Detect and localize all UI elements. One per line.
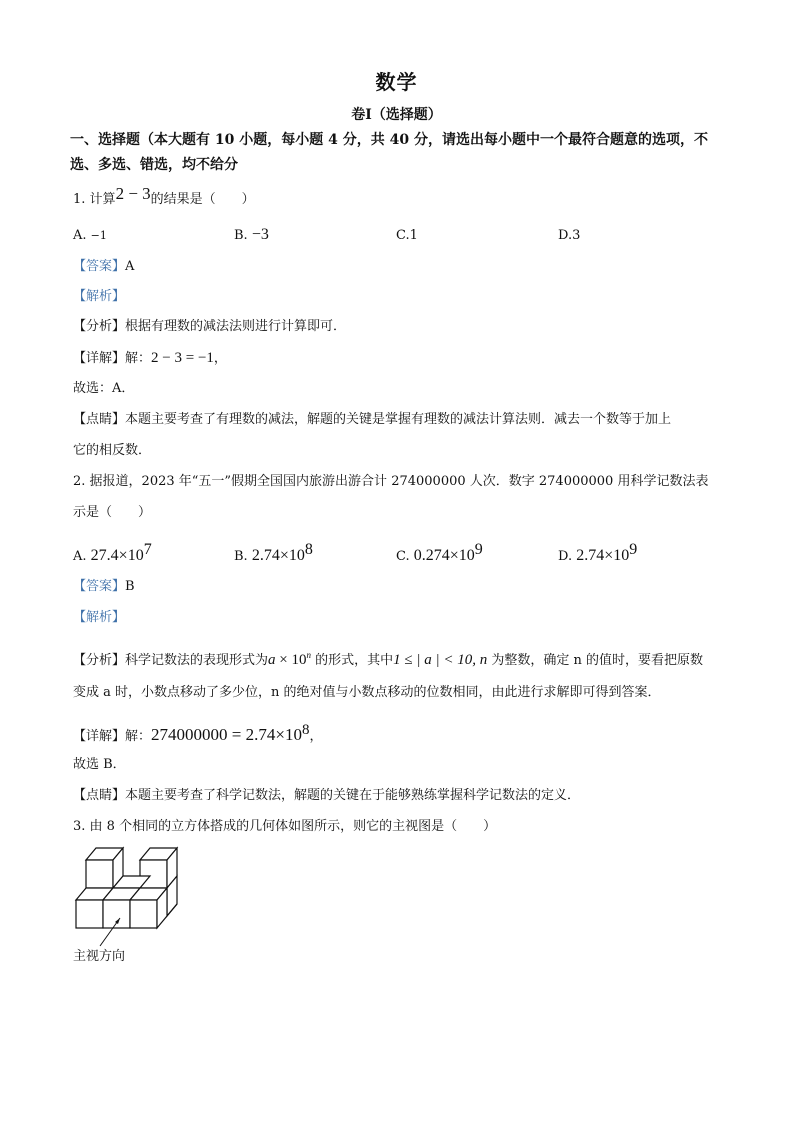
q2-fenxi <box>73 646 733 670</box>
option-value: −3 <box>251 226 269 243</box>
math-a: a <box>268 652 276 668</box>
comment-text: 本题主要考查了有理数的减法，解题的关键是掌握有理数的减法计算法则．减去一个数等于加上 <box>125 412 672 427</box>
question-3-stem <box>73 818 733 836</box>
analysis-label: 【解析】 <box>73 289 126 304</box>
option-value: −1 <box>90 229 107 242</box>
q2-detail <box>73 721 733 746</box>
q1-option-b <box>234 226 269 244</box>
stem-math: 2 − 3 <box>115 184 151 203</box>
fenxi-text-2: 的形式，其中 <box>315 653 394 668</box>
option-letter: B. <box>234 549 248 564</box>
option-exponent: 8 <box>304 541 313 558</box>
question-1-stem <box>73 184 733 209</box>
detail-label: 【详解】 <box>73 729 126 744</box>
q1-analysis-label <box>73 288 733 306</box>
option-base: 0.274×10 <box>413 547 475 564</box>
question-2-stem-line2: 示是（ ） <box>73 505 152 520</box>
option-exponent: 9 <box>474 541 483 558</box>
section-heading: 一、选择题（本大题有 10 小题，每小题 4 分，共 40 分，请选出每小题中一个最符合题意的选项，不选、多选、错选，均不给分 <box>70 132 708 173</box>
option-letter: C. <box>396 228 410 243</box>
q2-analysis-label <box>73 609 733 627</box>
fenxi-label: 【分析】 <box>73 319 126 334</box>
answer-value: B <box>125 579 135 594</box>
comment-label: 【点睛】 <box>73 412 126 427</box>
comment-text: 本题主要考查了科学记数法，解题的关键在于能够熟练掌握科学记数法的定义． <box>125 788 581 803</box>
fenxi-text-3: 为整数，确定 n 的值时，要看把原数 <box>491 653 704 668</box>
q1-comment <box>73 411 733 429</box>
q1-fenxi <box>73 318 733 336</box>
detail-math: 274000000 = 2.74×10 <box>151 725 302 744</box>
q1-comment-cont: 它的相反数． <box>73 443 152 458</box>
comment-label: 【点睛】 <box>73 788 126 803</box>
detail-suffix: ， <box>213 351 227 366</box>
inequality-math: 1 ≤ | a | < 10, n <box>393 652 488 668</box>
option-base: 27.4×10 <box>90 547 144 564</box>
detail-prefix: 解： <box>125 351 152 366</box>
q1-option-a <box>73 228 107 243</box>
question-number: 3. <box>73 819 86 834</box>
question-number: 2. <box>73 474 86 489</box>
analysis-label: 【解析】 <box>73 610 126 625</box>
answer-label: 【答案】 <box>73 579 126 594</box>
question-number: 1. <box>73 192 86 207</box>
detail-suffix: ， <box>309 729 323 744</box>
document-subtitle: 卷Ⅰ（选择题） <box>351 107 442 123</box>
fenxi-text: 根据有理数的减法法则进行计算即可． <box>125 319 347 334</box>
option-letter: C. <box>396 549 410 564</box>
stem-text: 据报道，2023 年“五一”假期全国国内旅游出游合计 274000000 人次．数字 274000000 用科学记数法表 <box>89 474 709 489</box>
option-letter: A. <box>73 228 87 243</box>
q2-answer <box>73 578 733 596</box>
detail-exponent: 8 <box>301 722 310 738</box>
detail-prefix: 解： <box>125 729 152 744</box>
stem-text: 由 8 个相同的立方体搭成的几何体如图所示，则它的主视图是（ ） <box>89 819 497 834</box>
math-times-ten: × 10 <box>275 652 307 668</box>
answer-label: 【答案】 <box>73 259 126 274</box>
option-base: 2.74×10 <box>251 547 305 564</box>
option-value: 1 <box>409 228 418 243</box>
option-letter: D. <box>558 549 573 564</box>
q1-conclusion: 故选：A． <box>73 381 135 396</box>
option-letter: B. <box>234 228 248 243</box>
stem-prefix: 计算 <box>89 192 116 207</box>
q1-answer <box>73 258 733 276</box>
fenxi-text-1: 科学记数法的表现形式为 <box>125 653 269 668</box>
document-title: 数学 <box>375 70 418 94</box>
q2-fenxi-cont: 变成 a 时，小数点移动了多少位，n 的绝对值与小数点移动的位数相同，由此进行求解即可得到答案． <box>73 685 661 700</box>
option-letter: D. <box>558 228 573 243</box>
q2-conclusion: 故选 B． <box>73 757 126 772</box>
option-value: 3 <box>572 228 581 243</box>
q2-option-d <box>558 541 637 565</box>
option-letter: A. <box>73 549 87 564</box>
q1-option-c <box>396 228 418 243</box>
q1-option-d <box>558 228 580 243</box>
option-exponent: 7 <box>143 541 152 558</box>
q2-option-b <box>234 541 313 565</box>
q2-comment <box>73 787 733 805</box>
figure-caption: 主视方向 <box>73 949 126 964</box>
detail-label: 【详解】 <box>73 351 126 366</box>
q2-option-c <box>396 541 483 565</box>
math-n: n <box>306 650 311 660</box>
detail-math: 2 − 3 = −1 <box>151 350 214 366</box>
answer-value: A <box>125 259 135 274</box>
q2-option-a <box>73 541 152 565</box>
option-base: 2.74×10 <box>576 547 630 564</box>
question-2-stem-line1 <box>73 473 733 491</box>
q1-detail <box>73 349 733 368</box>
stem-suffix: 的结果是（ ） <box>150 192 255 207</box>
option-exponent: 9 <box>629 541 638 558</box>
fenxi-label: 【分析】 <box>73 653 126 668</box>
